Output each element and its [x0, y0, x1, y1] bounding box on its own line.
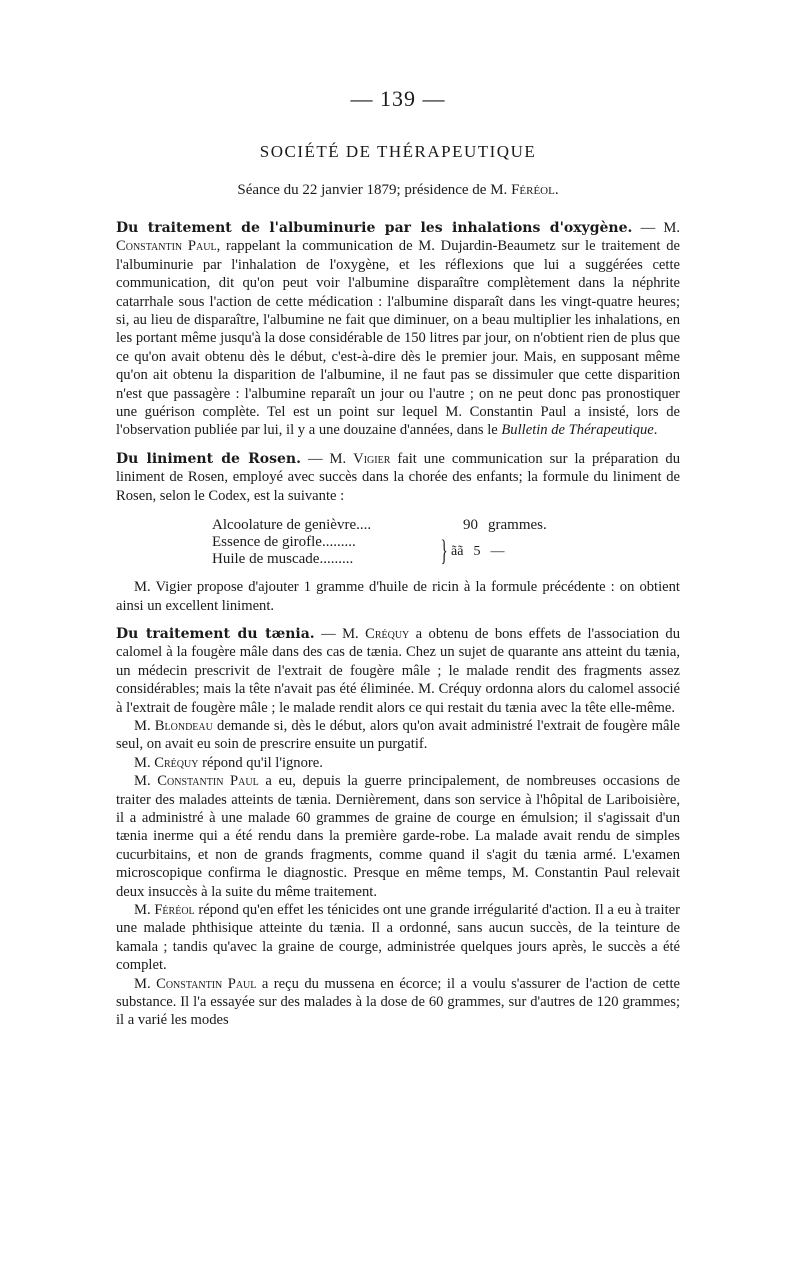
seance-end: .	[554, 182, 559, 198]
text: répond qu'en effet les ténicides ont une grande irrégularité d'action. Il a eu à traiter une malade phthisique atteinte du tænia. Il a ordonné, sans aucun succès, de la teinture de kamala ; tandis qu'avec la graine de courge, administrée quelques jours après, le succès a été complet.	[116, 902, 680, 974]
recipe-row	[212, 517, 582, 534]
section-heading: Du traitement de l'albuminurie par les inhalations d'oxygène.	[116, 220, 633, 236]
text: .	[653, 422, 658, 439]
text: a obtenu de bons effets de l'association du calomel à la fougère mâle dans des cas de tænia. Chez un sujet de quarante ans atteint du tænia, un médecin prescrivit de l'extrait de fougère mâle ; le malade rendit des fragments assez considérables; mais la tête n'avait pas été éliminée. M. Créquy ordonna alors du calomel associé à l'extrait de fougère mâle ; le malade rendit alors ce qui restait du tænia avec la tête elle-même.	[116, 625, 680, 716]
text: demande si, dès le début, alors qu'on avait administré l'extrait de fougère mâle seul, on avait eu soin de prescrire ensuite un purgatif.	[116, 717, 680, 753]
ingredient-quantity: 90	[463, 517, 478, 534]
text: — M.	[632, 220, 681, 236]
text: a eu, depuis la guerre principalement, de nombreuses occasions de traiter des malades atteints de tænia. Dernièrement, dans son service à l'hôpital de Lariboisière, il a administré à une malade 60 grammes de graine de courge en émulsion; il s'agissait d'un tænia inerme qui a été rendu dans la première garde-robe. La malade avait rendu de simples cucurbitains, et non de grands fragments, comme quand il s'agit du tænia armé. L'examen microscopique confirma le diagnostic. Presque en même temps, M. Constantin Paul relevait deux insuccès à la suite du même traitement.	[116, 773, 680, 900]
text: — M.	[300, 450, 354, 467]
speaker-name: Constantin Paul	[156, 975, 257, 992]
brace-symbol: }	[440, 534, 448, 568]
speaker-name: Féréol	[154, 902, 195, 918]
speaker-name: Créquy	[365, 625, 410, 642]
seance-text: Séance du 22 janvier 1879; présidence de M.	[237, 182, 512, 198]
recipe-group	[212, 534, 582, 568]
ingredient-quantity: 5	[473, 543, 481, 559]
section-liniment	[116, 450, 680, 505]
paragraph	[116, 975, 680, 1030]
group-quantity	[451, 543, 504, 560]
speaker-name: Constantin Paul	[116, 238, 217, 255]
text: répond qu'il l'ignore.	[198, 754, 323, 771]
text: M.	[134, 975, 157, 992]
text: M.	[134, 717, 155, 734]
paragraph	[116, 901, 680, 975]
paragraph	[116, 717, 680, 754]
paragraph	[116, 772, 680, 901]
text: — M.	[314, 625, 366, 642]
text: a reçu du mussena en écorce; il a voulu s'assurer de l'action de cette substance. Il l'a essayée sur des malades à la dose de 60 grammes, sur d'autres de 120 grammes; il a varié les modes	[116, 975, 680, 1029]
ingredient-name: Huile de muscade.........	[212, 551, 354, 568]
paragraph: M. Vigier propose d'ajouter 1 gramme d'huile de ricin à la formule précédente : on obtient ainsi un excellent liniment.	[116, 579, 680, 614]
ingredient-unit: grammes.	[488, 517, 547, 534]
society-title: SOCIÉTÉ DE THÉRAPEUTIQUE	[259, 142, 537, 161]
document-page	[116, 86, 680, 1030]
section-albuminurie	[116, 219, 680, 440]
ingredient-names	[212, 534, 437, 568]
journal-title: Bulletin de Thérapeutique	[501, 422, 654, 439]
ingredient-name: Essence de girofle.........	[212, 534, 356, 551]
speaker-name: Créquy	[154, 754, 199, 771]
text: M.	[134, 773, 158, 790]
speaker-name: Vigier	[353, 450, 391, 467]
seance-line	[116, 182, 680, 199]
speaker-name: Constantin Paul	[157, 773, 259, 790]
section-heading: Du liniment de Rosen.	[116, 450, 301, 467]
recipe-formula	[212, 517, 582, 568]
seance-president: Féréol	[511, 182, 555, 198]
ana-abbreviation: ãã	[451, 543, 464, 559]
ingredient-name: Alcoolature de genièvre....	[212, 517, 372, 534]
text: M.	[134, 754, 155, 771]
text: M.	[134, 902, 155, 918]
section-heading: Du traitement du tænia.	[116, 625, 315, 642]
ingredient-unit: —	[490, 543, 505, 559]
speaker-name: Blondeau	[154, 717, 213, 734]
page-number: — 139 —	[350, 86, 446, 111]
text: fait une communication sur la préparation du liniment de Rosen, employé avec succès dans la chorée des enfants; la formule du liniment de Rosen, selon le Codex, est la suivante :	[116, 450, 680, 504]
section-taenia	[116, 625, 680, 717]
text: , rappelant la communication de M. Dujardin-Beaumetz sur le traitement de l'albuminurie par l'inhalation de l'oxygène, et les réflexions que lui a suggérées cette communication, dit qu'on peut voir l'albumine disparaître complètement dans la néphrite catarrhale sous l'action de cette médication : l'albumine disparaît dans les vingt-quatre heures; si, au lieu de disparaître, l'albumine ne fait que diminuer, on a beau multiplier les inhalations, en les portant même jusqu'à la dose considérable de 150 litres par jour, on n'obtient rien de plus que ce qu'on avait obtenu dès le début, c'est-à-dire dès le premier jour. Mais, en supposant même qu'on ait obtenu la disparition de l'albumine, il ne faut pas se dissimuler que cette disparition n'est que passagère : l'albumine reparaît un jour ou l'autre ; on ne peut donc pas pronostiquer une guérison complète. Tel est un point sur lequel M. Constantin Paul a insisté, lors de l'observation publiée par lui, il y a une douzaine d'années, dans le	[116, 238, 680, 439]
paragraph	[116, 754, 680, 772]
